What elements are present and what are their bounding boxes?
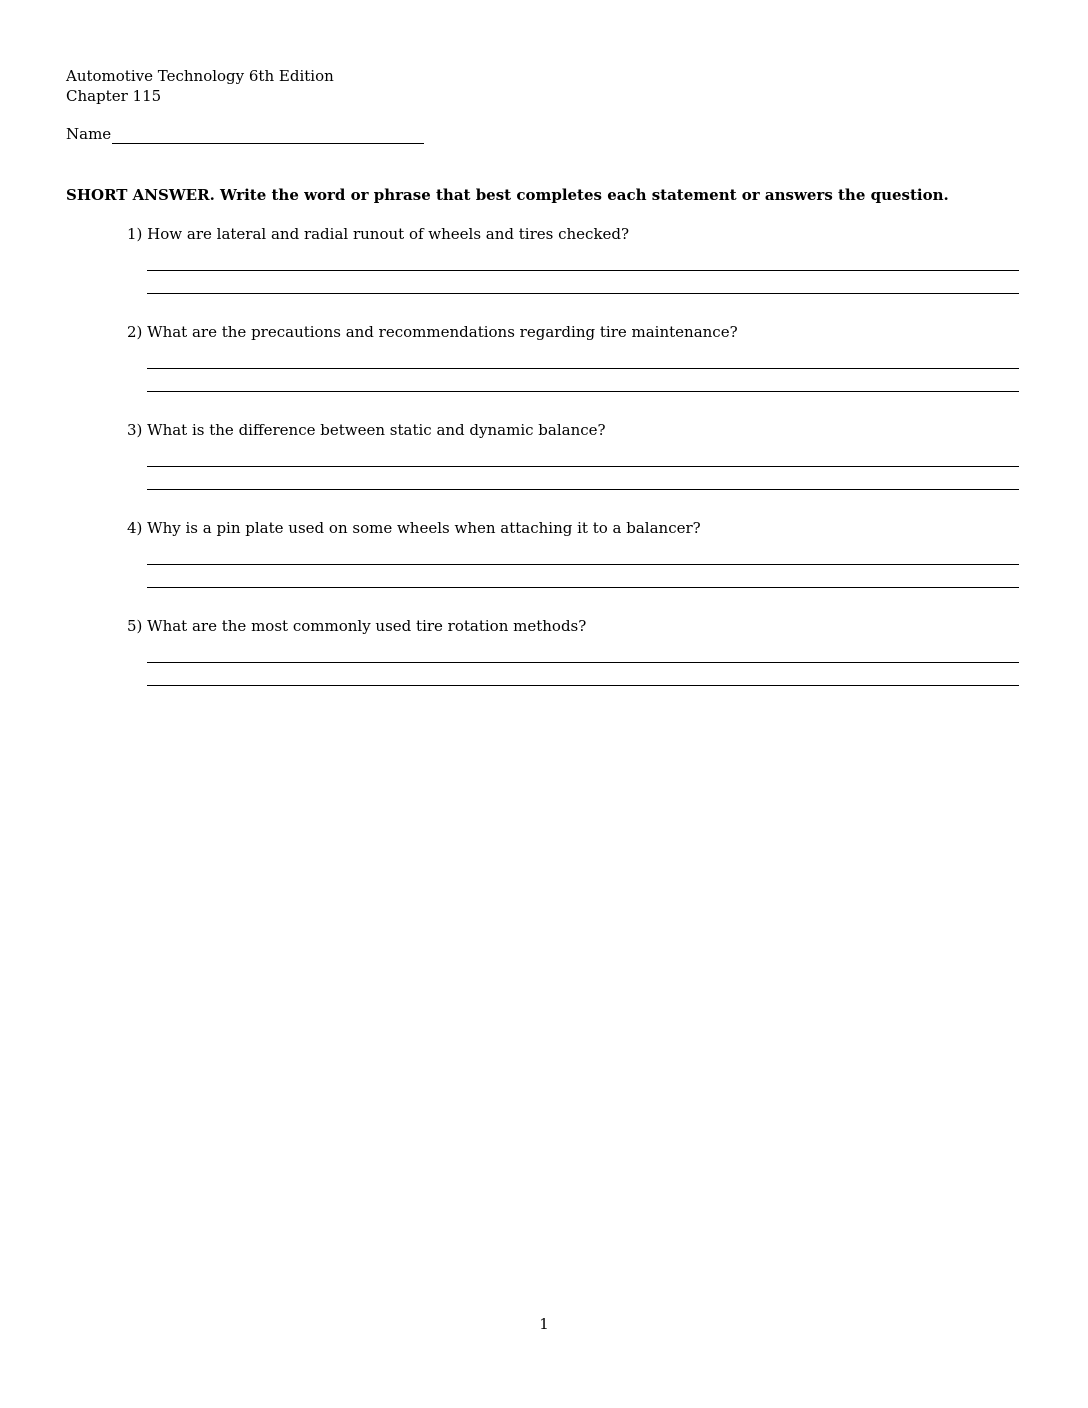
- question-item: [127, 517, 1019, 615]
- name-label: Name: [66, 125, 112, 143]
- question-list: [127, 223, 1019, 713]
- answer-line[interactable]: [147, 489, 1019, 490]
- question-text: 2) What are the precautions and recommendations regarding tire maintenance?: [127, 323, 738, 341]
- answer-line[interactable]: [147, 391, 1019, 392]
- question-item: [127, 223, 1019, 321]
- answer-line[interactable]: [147, 293, 1019, 294]
- question-text: 1) How are lateral and radial runout of wheels and tires checked?: [127, 225, 630, 243]
- question-text: 3) What is the difference between static and dynamic balance?: [127, 421, 606, 439]
- question-text: 5) What are the most commonly used tire rotation methods?: [127, 617, 587, 635]
- answer-line[interactable]: [147, 564, 1019, 565]
- answer-line[interactable]: [147, 587, 1019, 588]
- name-blank-line[interactable]: [112, 124, 424, 144]
- answer-line[interactable]: [147, 685, 1019, 686]
- section-instructions: SHORT ANSWER. Write the word or phrase that best completes each statement or answers the question.: [66, 186, 949, 204]
- chapter-title: Chapter 115: [66, 87, 162, 105]
- answer-line[interactable]: [147, 466, 1019, 467]
- answer-line[interactable]: [147, 368, 1019, 369]
- document-header: [66, 66, 334, 106]
- book-title: Automotive Technology 6th Edition: [66, 67, 334, 85]
- page-number: 1: [539, 1315, 549, 1333]
- answer-line[interactable]: [147, 662, 1019, 663]
- answer-line[interactable]: [147, 270, 1019, 271]
- question-item: [127, 615, 1019, 713]
- question-text: 4) Why is a pin plate used on some wheels when attaching it to a balancer?: [127, 519, 701, 537]
- question-item: [127, 321, 1019, 419]
- question-item: [127, 419, 1019, 517]
- name-field: [66, 124, 424, 144]
